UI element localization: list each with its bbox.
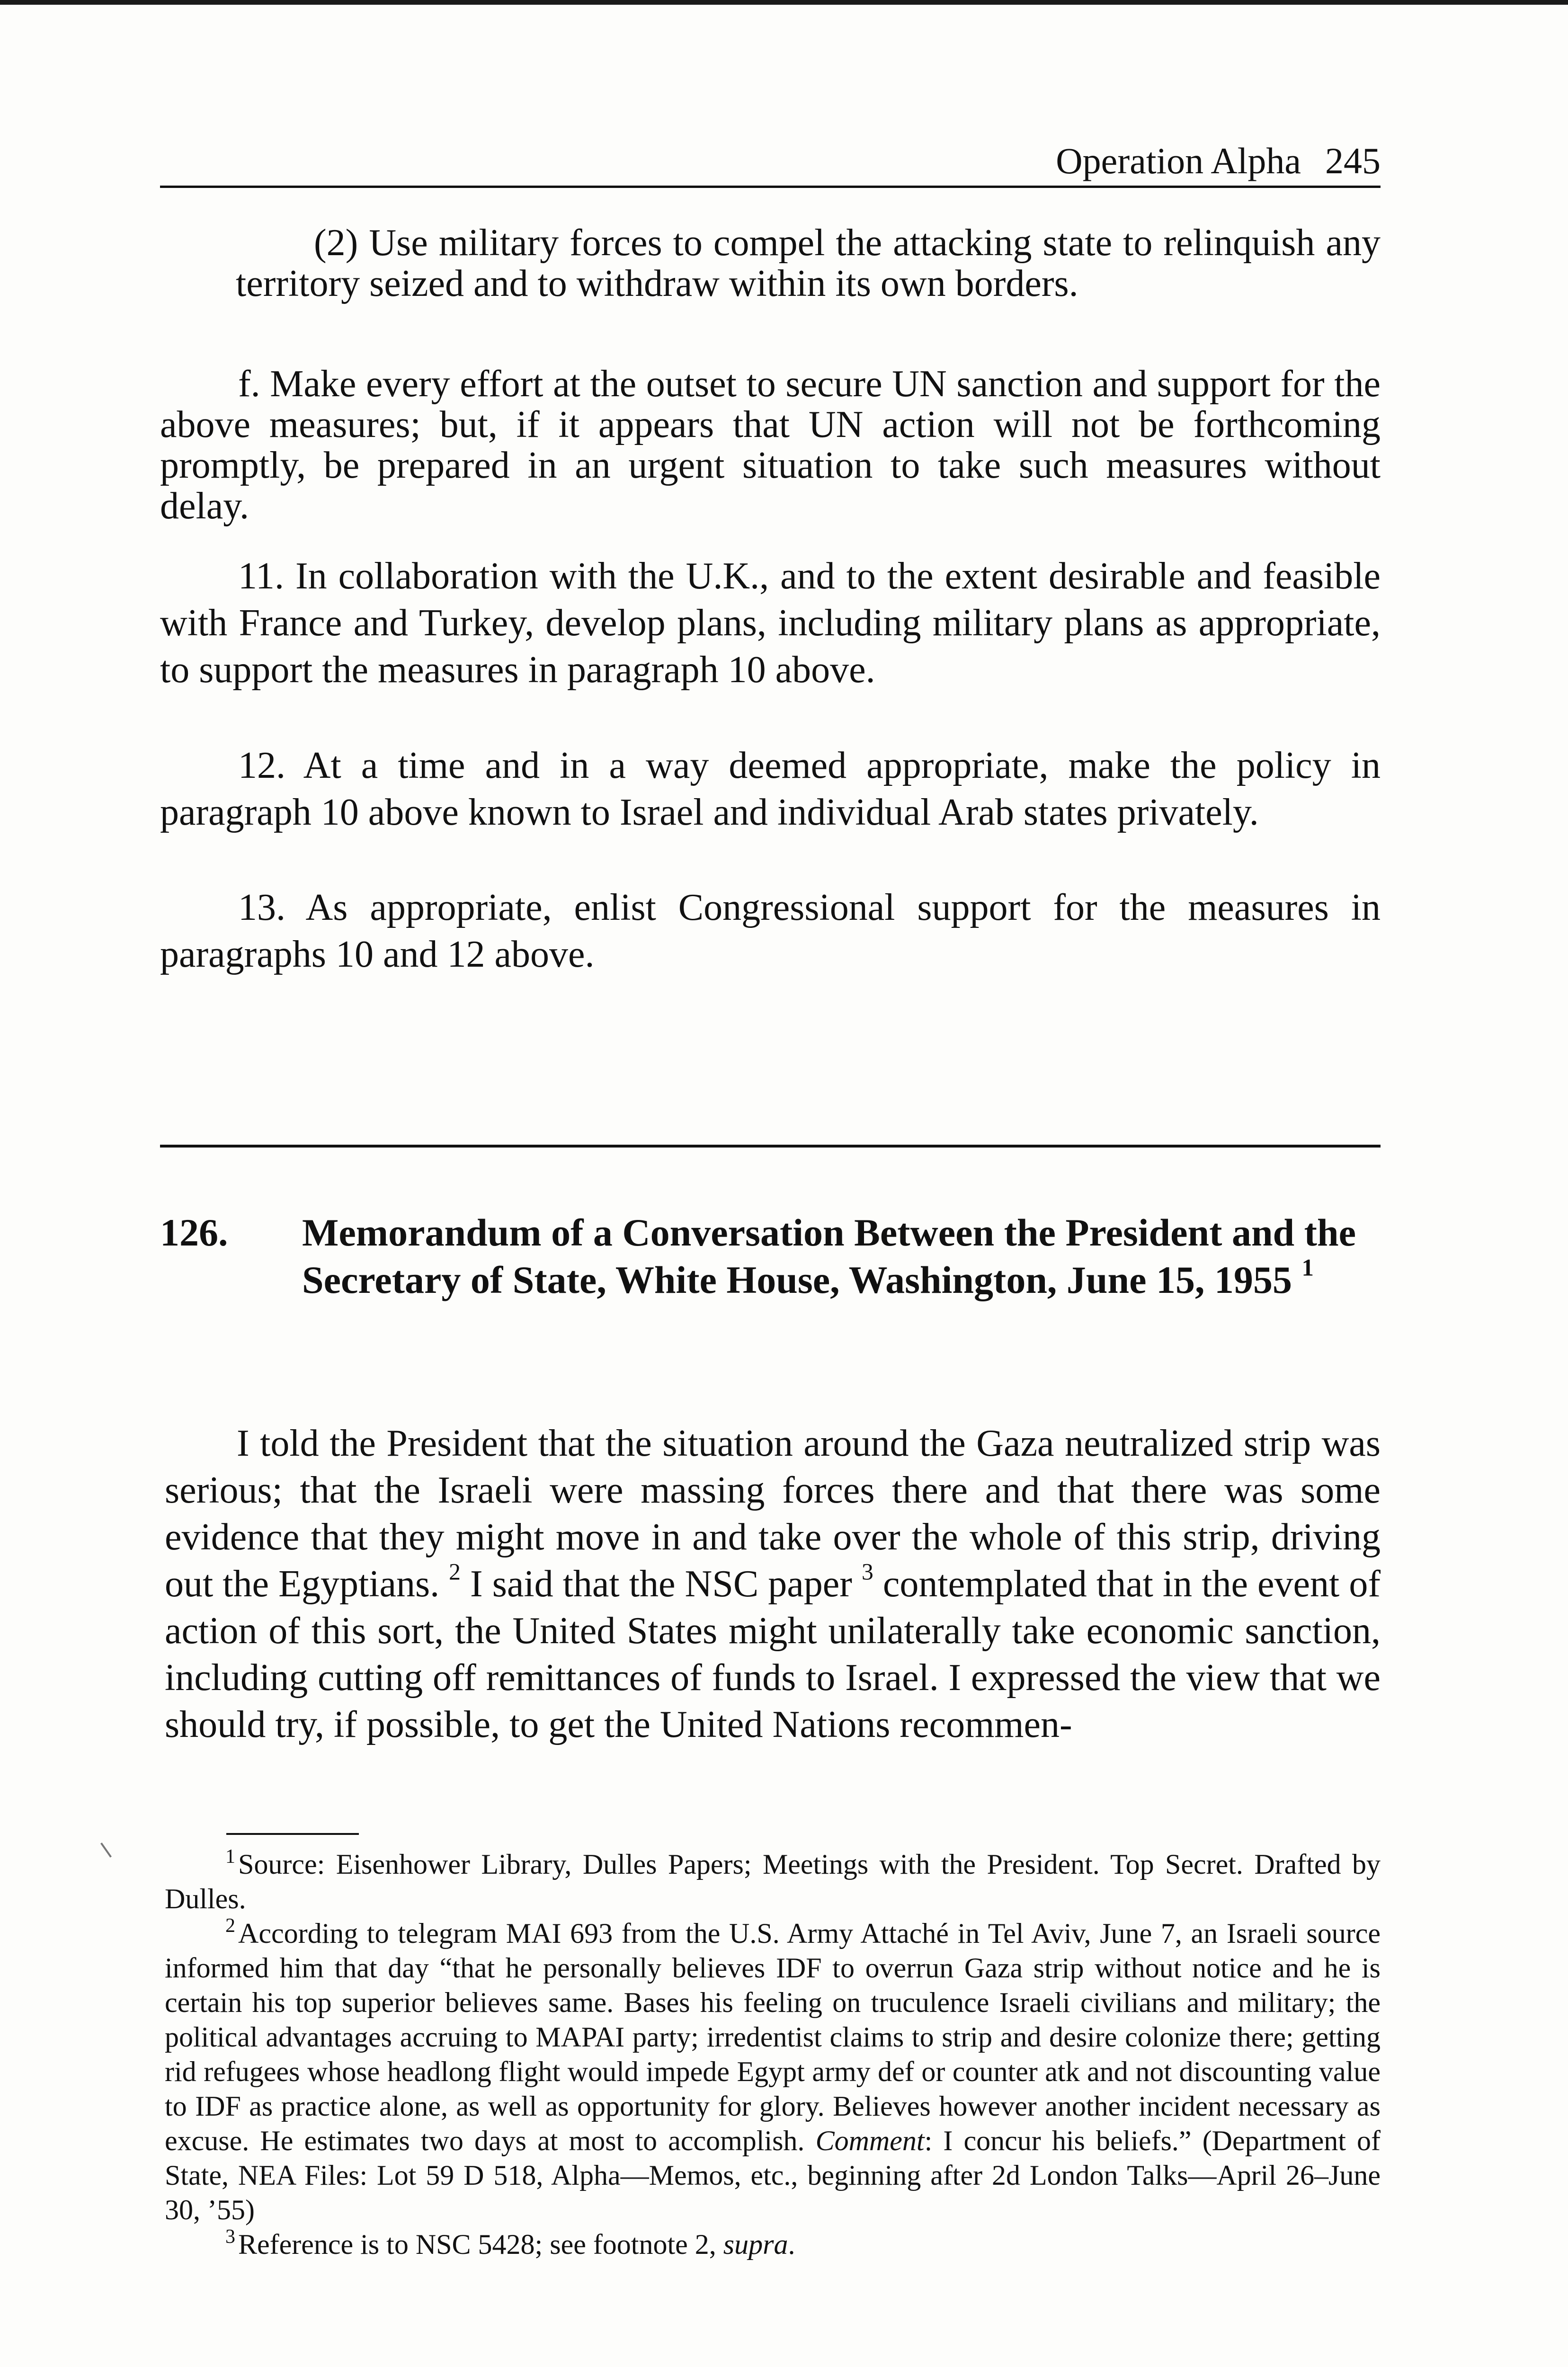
footnote-2-comment-label: Comment [815,2125,925,2156]
footnote-2-text-end: : I concur his beliefs.” (Department of State, NEA Files: Lot 59 D 518, Alpha—Memos, etc., beginning after 2d London Talks—April 26–June 30, ’55) [165,2125,1381,2225]
memo-text-part-3: contemplated that in the event of action of this sort, the United States might unilaterally take economic sanction, including cutting off remittances of funds to Israel. I expressed the view that we should try, if possible, to get the United Nations recommen- [165,1563,1381,1745]
footnote-3-text: Reference is to NSC 5428; see footnote 2, [238,2229,716,2260]
footnote-rule [226,1833,359,1835]
footnote-3 [165,2227,1381,2262]
memorandum-body [165,1420,1381,1748]
document-title-text: Memorandum of a Conversation Between the President and the Secretary of State, White House, Washington, June 15, 1955 [302,1211,1356,1301]
paragraph-item-f: f. Make every effort at the outset to secure UN sanction and support for the above measures; but, if it appears that UN action will not be forthcoming promptly, be prepared in an urgent situation to take such measures without delay. [160,363,1381,527]
footnote-1-text: Source: Eisenhower Library, Dulles Papers; Meetings with the President. Top Secret. Drafted by Dulles. [165,1849,1381,1914]
paragraph-item-11: 11. In collaboration with the U.K., and to the extent desirable and feasible with France and Turkey, develop plans, including military plans as appropriate, to support the measures in paragraph 10 above. [160,555,1381,691]
running-head [160,138,1381,188]
memo-text-part-1: I told the President that the situation around the Gaza neutralized strip was serious; that the Israeli were massing forces there and that there was some evidence that they might move in and take over the whole of this strip, driving out the Egyptians. [165,1423,1381,1605]
running-head-title: Operation Alpha [1056,140,1301,181]
footnote-3-supra: supra [723,2229,788,2260]
paragraph-item-13: 13. As appropriate, enlist Congressional support for the measures in paragraphs 10 and 12 above. [160,887,1381,975]
footnote-2-marker: 2 [225,1914,235,1937]
paragraph-item-12: 12. At a time and in a way deemed appropriate, make the policy in paragraph 10 above known to Israel and individual Arab states privately. [160,745,1381,833]
footnotes [165,1847,1381,2262]
scan-mark [100,1842,112,1858]
footnote-ref-2: 2 [449,1558,461,1585]
footnote-1-marker: 1 [225,1845,235,1868]
footnote-3-marker: 3 [225,2225,235,2248]
document-number: 126. [160,1211,228,1254]
paragraph-item-2: (2) Use military forces to compel the attacking state to relinquish any territory seized and to withdraw within its own borders. [236,222,1381,304]
document-title [302,1209,1381,1304]
footnote-2-text: According to telegram MAI 693 from the U.S. Army Attaché in Tel Aviv, June 7, an Israeli source informed him that day “that he personally believes IDF to overrun Gaza strip without notice and he is certain his top superior believes same. Bases his feeling on truculence Israeli civilians and military; the political advantages accruing to MAPAI party; irredentist claims to strip and desire colonize there; getting rid refugees whose headlong flight would impede Egypt army def or counter atk and not discounting value to IDF as practice alone, as well as opportunity for glory. Believes however another incident necessary as excuse. He estimates two days at most to accomplish. [165,1918,1381,2156]
footnote-2 [165,1916,1381,2227]
footnote-3-text-end: . [788,2229,795,2260]
footnote-ref-1: 1 [1301,1254,1314,1281]
scan-top-edge [0,0,1568,5]
memo-text-part-2: I said that the NSC paper [470,1563,852,1605]
footnote-1 [165,1847,1381,1916]
footnote-ref-3: 3 [861,1558,873,1585]
section-divider [160,1145,1381,1148]
page-number: 245 [1325,140,1381,181]
